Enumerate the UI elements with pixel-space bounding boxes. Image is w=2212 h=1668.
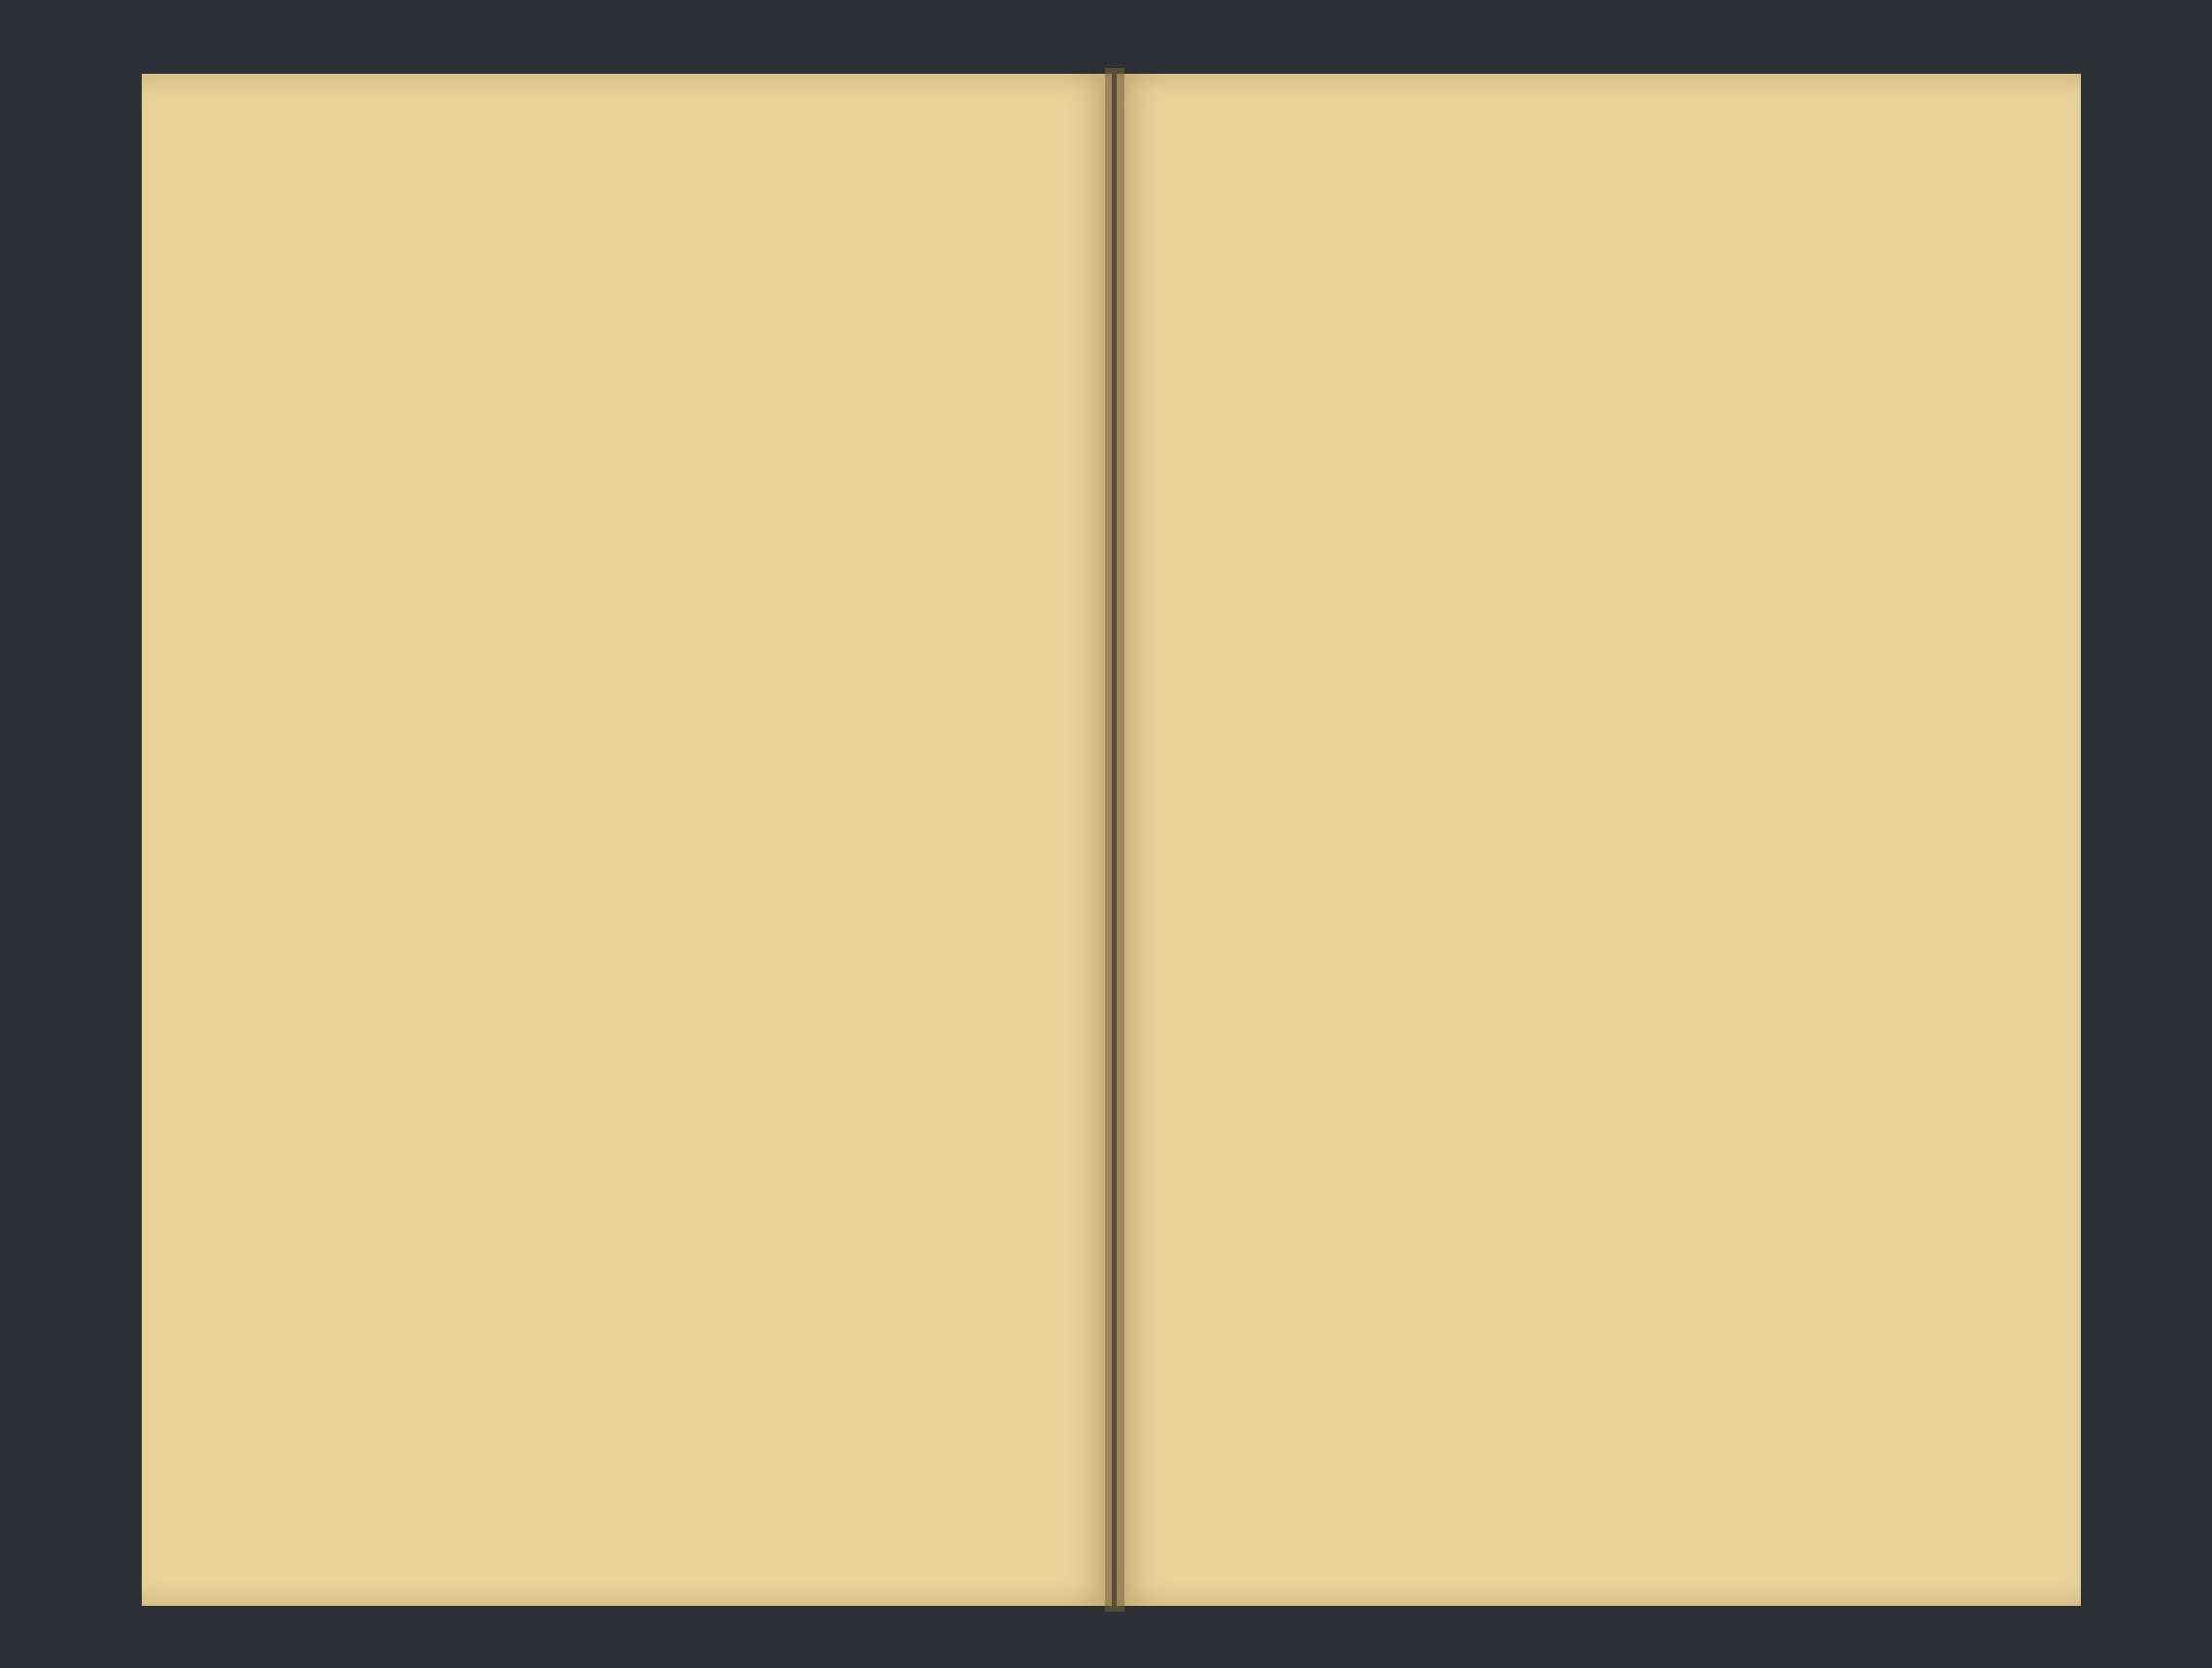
right-page: [1117, 74, 2081, 1606]
left-page: [142, 74, 1112, 1606]
book-gutter: [1105, 68, 1124, 1612]
